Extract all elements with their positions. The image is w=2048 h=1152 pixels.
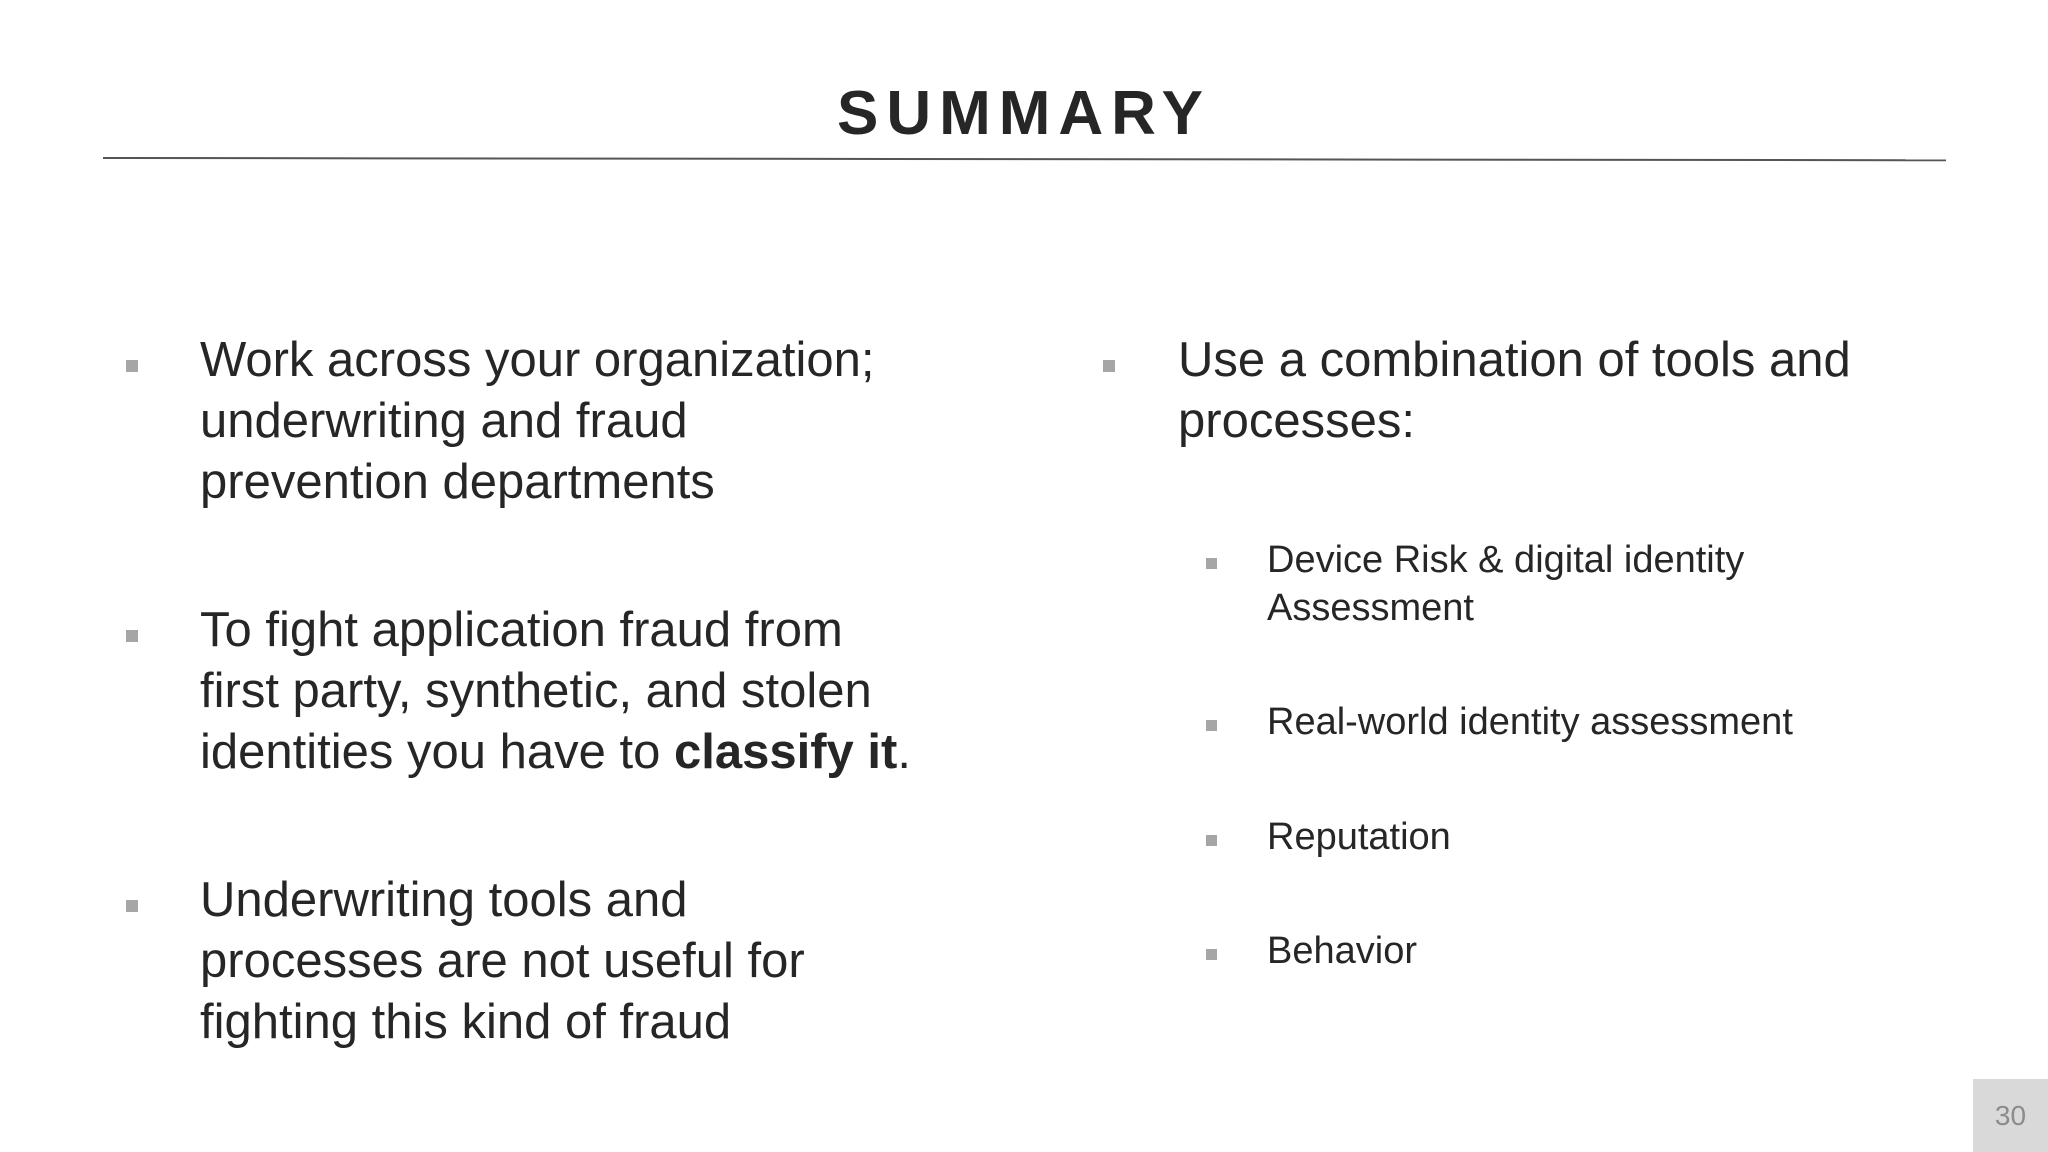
text-line: Behavior <box>1267 930 1417 972</box>
text-line: fighting this kind of fraud <box>200 995 732 1049</box>
left-bullet-2 <box>200 600 911 783</box>
right-sub-item-4 <box>1267 927 1417 975</box>
text-line: Use a combination of tools and <box>1178 333 1851 387</box>
text-line: Real-world identity assessment <box>1267 701 1793 743</box>
text-line: To fight application fraud from <box>200 603 843 657</box>
bullet-square-icon <box>126 630 138 642</box>
right-sub-item-2 <box>1267 698 1793 746</box>
sub-bullet-square-icon <box>1206 720 1217 731</box>
sub-bullet-square-icon <box>1206 949 1217 960</box>
text-line <box>200 722 911 783</box>
right-sub-item-3 <box>1267 813 1451 861</box>
text-line: first party, synthetic, and stolen <box>200 664 872 718</box>
text-line: Assessment <box>1267 587 1474 629</box>
text-line: Underwriting tools and <box>200 873 688 927</box>
sub-bullet-square-icon <box>1206 835 1217 846</box>
bullet-square-icon <box>1103 360 1115 372</box>
bullet-square-icon <box>126 360 138 372</box>
text-segment: . <box>897 725 911 779</box>
text-line: Work across your organization; <box>200 333 875 387</box>
right-sub-item-1 <box>1267 536 1744 632</box>
title-divider <box>103 157 1946 161</box>
emphasis-text: classify it <box>673 725 898 779</box>
text-line: prevention departments <box>200 455 715 509</box>
text-line: Device Risk & digital identity <box>1267 539 1745 581</box>
left-bullet-3 <box>200 870 805 1053</box>
slide-title: SUMMARY <box>836 79 1212 148</box>
text-line: processes: <box>1178 394 1415 448</box>
text-segment: identities you have to <box>200 725 674 779</box>
left-bullet-1 <box>200 330 875 513</box>
text-line: processes are not useful for <box>200 934 805 988</box>
sub-bullet-square-icon <box>1206 558 1217 569</box>
page-number: 30 <box>1973 1079 2048 1152</box>
right-heading <box>1178 330 1851 452</box>
text-line: Reputation <box>1267 816 1451 858</box>
text-line: underwriting and fraud <box>200 394 688 448</box>
bullet-square-icon <box>126 900 138 912</box>
